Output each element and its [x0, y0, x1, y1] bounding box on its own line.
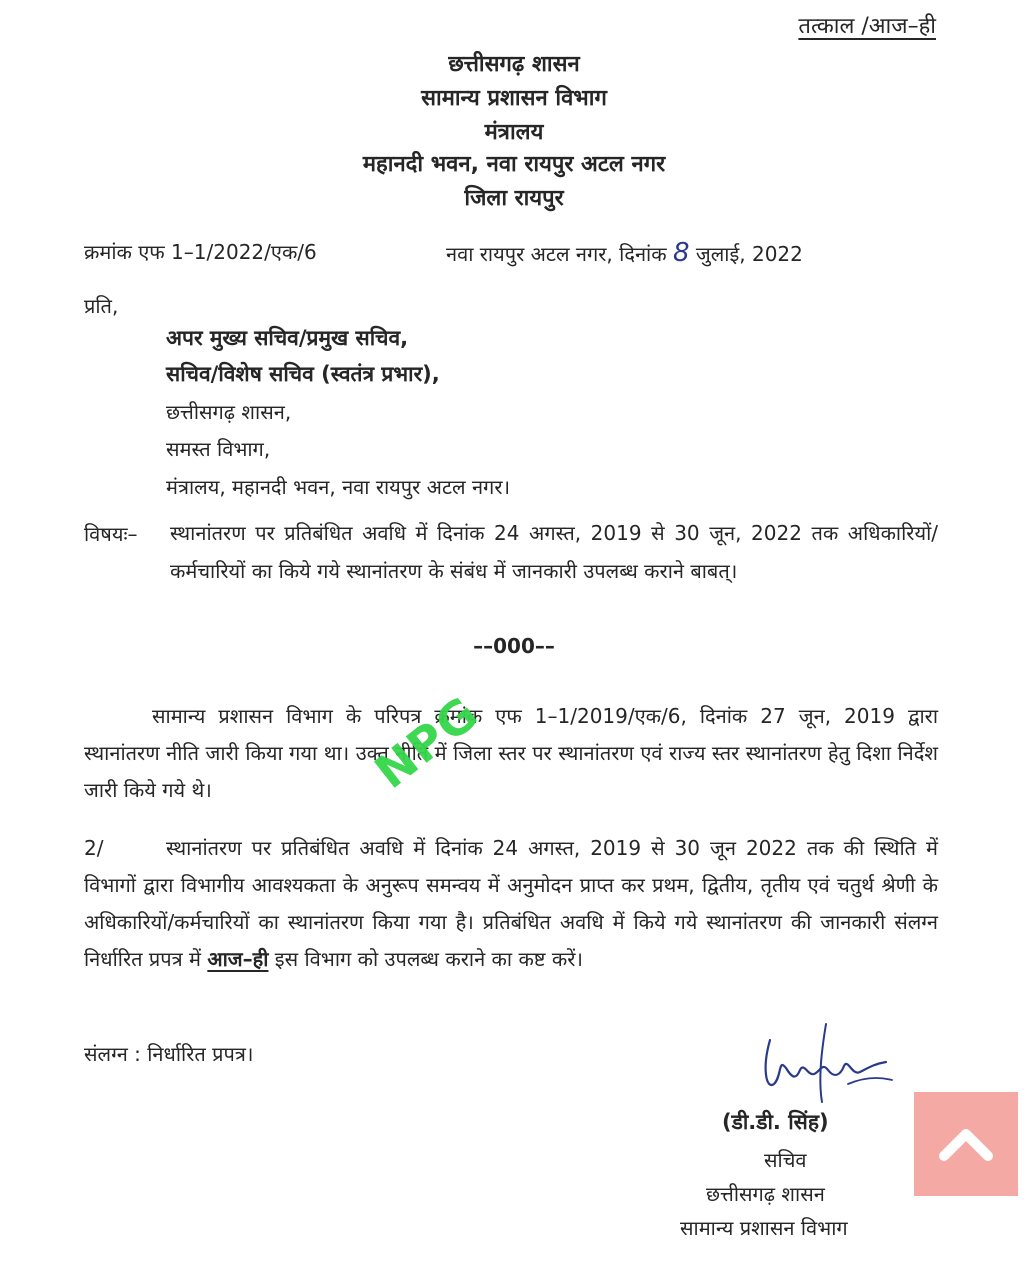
paragraph-1	[84, 698, 938, 809]
letter-date	[446, 238, 803, 268]
watermark: NPG	[364, 685, 490, 799]
scroll-to-top-button[interactable]	[914, 1092, 1018, 1196]
chevron-up-icon	[914, 1092, 1018, 1196]
header-line-5: जिला रायपुर	[464, 186, 564, 211]
signatory-government: छत्तीसगढ़ शासन	[706, 1182, 825, 1206]
paragraph-2-emphasis: आज–ही	[207, 947, 269, 971]
addressee-line-2: सचिव/विशेष सचिव (स्वतंत्र प्रभार),	[166, 362, 440, 386]
header-line-2: सामान्य प्रशासन विभाग	[421, 86, 607, 111]
separator: ––000––	[473, 634, 555, 658]
paragraph-2-end: इस विभाग को उपलब्ध कराने का कष्ट करें।	[274, 947, 583, 971]
header-line-1: छत्तीसगढ़ शासन	[448, 52, 580, 77]
signatory-name: (डी.डी. सिंह)	[722, 1110, 829, 1134]
addressee-line-1: अपर मुख्य सचिव/प्रमुख सचिव,	[166, 326, 409, 350]
enclosure-note: संलग्न : निर्धारित प्रपत्र।	[84, 1042, 254, 1066]
header-line-3: मंत्रालय	[484, 120, 544, 145]
paragraph-2-number: 2/	[84, 836, 104, 860]
addressee-line-4: समस्त विभाग,	[166, 437, 271, 461]
header-line-4: महानदी भवन, नवा रायपुर अटल नगर	[362, 152, 666, 177]
reference-number: क्रमांक एफ 1–1/2022/एक/6	[84, 240, 317, 264]
date-day: 8	[672, 238, 690, 268]
signature-icon	[752, 1018, 902, 1118]
paragraph-2-text: स्थानांतरण पर प्रतिबंधित अवधि में दिनांक 24 अगस्त, 2019 से 30 जून 2022 तक की स्थिति में विभागों द्वारा विभागीय आवश्यकता के अनुरूप समन्वय में अनुमोदन प्राप्त कर प्रथम, द्वितीय, तृतीय एवं चतुर्थ श्रेणी के अधिकारियों/कर्मचारियों का स्थानांतरण किया गया है। प्रतिबंधित अवधि में किये गये स्थानांतरण की जानकारी संलग्न निर्धारित प्रपत्र में	[84, 836, 938, 971]
paragraph-2	[84, 830, 938, 978]
subject-text: स्थानांतरण पर प्रतिबंधित अवधि में दिनांक 24 अगस्त, 2019 से 30 जून, 2022 तक अधिकारियों/कर्मचारियों का किये गये स्थानांतरण के संबंध में जानकारी उपलब्ध कराने बाबत्।	[170, 521, 938, 583]
subject-label: विषयः–	[84, 522, 138, 546]
paragraph-1-text: सामान्य प्रशासन विभाग के परिपत्र क्रमांक एफ 1–1/2019/एक/6, दिनांक 27 जून, 2019 द्वारा स्थानांतरण नीति जारी किया गया था। उक्त नीति में जिला स्तर पर स्थानांतरण एवं राज्य स्तर स्थानांतरण हेतु दिशा निर्देश जारी किये गये थे।	[84, 704, 938, 802]
to-label: प्रति,	[84, 294, 119, 318]
addressee-line-5: मंत्रालय, महानदी भवन, नवा रायपुर अटल नगर।	[166, 475, 511, 499]
addressee-line-3: छत्तीसगढ़ शासन,	[166, 400, 292, 424]
date-suffix: जुलाई, 2022	[695, 242, 803, 266]
signatory-department: सामान्य प्रशासन विभाग	[680, 1216, 848, 1240]
urgency-note: तत्काल /आज–ही	[798, 14, 936, 39]
date-prefix: नवा रायपुर अटल नगर, दिनांक	[446, 242, 667, 266]
signatory-title: सचिव	[764, 1148, 807, 1172]
